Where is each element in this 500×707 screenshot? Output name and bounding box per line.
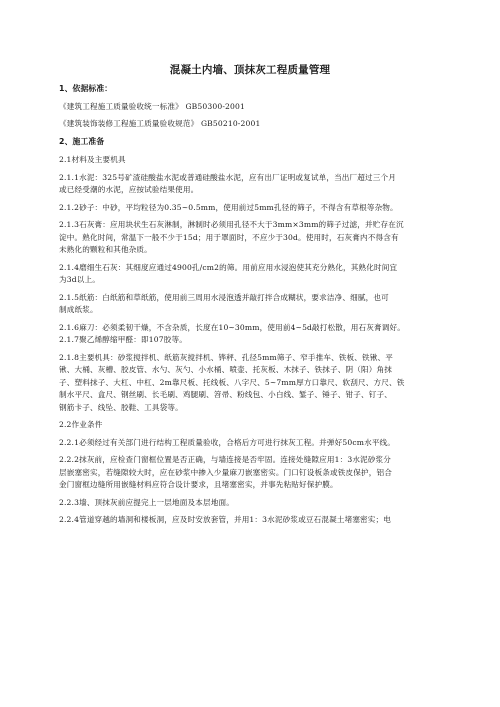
section-heading-preparation: 2、施工准备 xyxy=(59,136,105,146)
paragraph-line: 为3d以上。 xyxy=(59,275,100,284)
subsection-heading: 2.1材料及主要机具 xyxy=(59,155,126,164)
paragraph-line: 锹、大桶、灰槽、胶皮管、水勺、灰勺、小水桶、喷壶、托灰板、木抹子、铁抹子、阴（阳）角抹 xyxy=(59,365,392,374)
paragraph-line: 制成纸浆。 xyxy=(59,305,98,314)
paragraph-line: 钢筋卡子、线坠、胶鞋、工具袋等。 xyxy=(59,402,183,412)
paragraph-line: 2.1.7聚乙烯醇缩甲醛：即107胶等。 xyxy=(59,335,187,344)
paragraph-line: 2.2.1必须经过有关部门进行结构工程质量验收，合格后方可进行抹灰工程。并弹好50cm水平线。 xyxy=(59,437,396,447)
standard-reference: 《建筑装饰装修工程施工质量验收规范》 GB50210-2001 xyxy=(59,119,261,128)
standard-reference: 《建筑工程施工质量验收统一标准》 GB50300-2001 xyxy=(59,101,245,111)
paragraph-line: 2.1.1水泥：325号矿渣硅酸盐水泥或普通硅酸盐水泥，应有出厂证明或复试单，当出厂超过三个月 xyxy=(59,172,397,182)
paragraph-line: 2.1.6麻刀：必须柔韧干燥，不含杂质，长度在10~30mm，使用前4~5d敲打松散，用石灰膏调好。 xyxy=(59,322,405,332)
paragraph-line: 未熟化的颗粒和其他杂质。 xyxy=(59,245,152,254)
paragraph-line: 2.1.2砂子：中砂，平均粒径为0.35~0.5mm，使用前过5mm孔径的筛子，不得含有草根等杂物。 xyxy=(59,202,398,212)
document-body xyxy=(59,83,451,527)
subsection-heading: 2.2作业条件 xyxy=(59,420,103,429)
paragraph-line: 金门窗框边缝所用嵌缝材料应符合设计要求，且堵塞密实，并事先粘贴好保护膜。 xyxy=(59,480,338,489)
paragraph-line: 或已经受潮的水泥，应按试验结果使用。 xyxy=(59,185,199,194)
paragraph-line: 层嵌塞密实，若缝隙较大时，应在砂浆中掺入少量麻刀嵌塞密实。门口钉设板条或铁皮保护，铝合 xyxy=(59,467,392,477)
paragraph-line: 制水平尺、盒尺、钢丝刷、长毛刷、鸡腿刷、笤帚、粉线包、小白线、錾子、锤子、钳子、钉子、 xyxy=(59,390,392,399)
paragraph-line: 2.2.2抹灰前，应检查门窗框位置是否正确，与墙连接是否牢固。连接处缝隙应用1：3水泥砂浆分 xyxy=(59,455,392,464)
paragraph-line: 2.2.3墙、顶抹灰前应提完上一层地面及本层地面。 xyxy=(59,497,234,507)
section-heading-basis: 1、依据标准： xyxy=(59,84,113,93)
paragraph-line: 2.1.8主要机具：砂浆搅拌机、纸筋灰搅拌机、铧秤、孔径5mm筛子、窄手推车、铁板、铁锹、平 xyxy=(59,352,394,362)
paragraph-line: 2.1.3石灰膏：应用块状生石灰淋制，淋制时必须用孔径不大于3mm×3mm的筛子过滤，并贮存在沉 xyxy=(59,220,404,229)
paragraph-line: 子、塑料抹子、大杠、中杠、2m靠尺板、托线板、八字尺、5~7mm厚方口靠尺、软刮尺、方尺、铁 xyxy=(59,377,405,387)
paragraph-line: 2.2.4管道穿越的墙洞和楼板洞，应及时安放套管，并用1：3水泥砂浆或豆石混凝土堵塞密实；电 xyxy=(59,515,392,524)
paragraph-line: 2.1.5纸筋：白纸筋和草纸筋，使用前三周用水浸泡透并敲打拌合成糊状，要求洁净、细腻，也可 xyxy=(59,292,389,302)
page-title: 混凝土内墙、顶抹灰工程质量管理 xyxy=(169,64,331,76)
paragraph-line: 2.1.4磨细生石灰：其细度应通过4900孔/cm2的筛。用前应用水浸泡使其充分熟化，其熟化时间宜 xyxy=(59,262,398,272)
paragraph-line: 淀中。熟化时间，常温下一般不少于15d；用于罩面时，不应少于30d。使用时，石灰膏内不得含有 xyxy=(59,232,399,242)
